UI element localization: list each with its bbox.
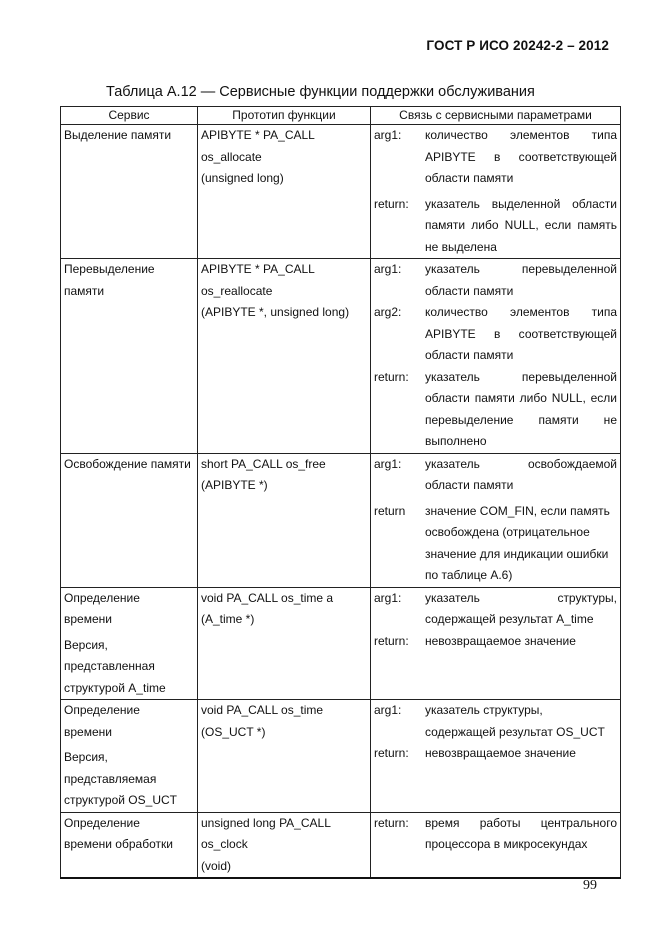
relation-line: содержащей результат OS_UCT (425, 724, 605, 739)
relation-arg: arg1: (374, 703, 402, 717)
relations-cell (371, 125, 621, 259)
relation-entry (374, 588, 617, 631)
relation-line: APIBYTE в соответствующей (425, 326, 617, 341)
service-text: времени (64, 724, 112, 739)
prototype-cell (198, 259, 371, 454)
service-text: Версия, (64, 637, 108, 652)
page-number: 99 (583, 878, 597, 893)
prototype-cell (198, 125, 371, 259)
table-row (61, 812, 621, 878)
prototype-cell (198, 700, 371, 813)
relation-desc (425, 302, 617, 367)
relation-line: перевыделение памяти не (425, 412, 617, 427)
relation-arg: arg1: (374, 128, 402, 142)
service-cell (61, 812, 198, 878)
relation-entry (374, 700, 617, 743)
relation-line: указатель перевыделенной (425, 369, 617, 384)
relation-line: значение для индикации ошибки (425, 546, 609, 561)
relation-line: APIBYTE в соответствующей (425, 149, 617, 164)
relation-line: по таблице А.6) (425, 568, 513, 582)
col-header-service: Сервис (61, 107, 198, 125)
prototype-line: (APIBYTE *) (201, 478, 268, 492)
table-row (61, 700, 621, 813)
relation-entry (374, 743, 617, 765)
service-cell (61, 125, 198, 259)
relation-desc (425, 501, 617, 587)
relations-cell (371, 700, 621, 813)
service-text: Определение (64, 590, 140, 605)
relation-entry (374, 125, 617, 190)
relation-line: невозвращаемое значение (425, 746, 576, 760)
relation-arg: return: (374, 369, 409, 384)
prototype-line: unsigned long PA_CALL (201, 815, 331, 830)
relation-line: области памяти (425, 283, 514, 298)
relation-desc (425, 125, 617, 190)
relation-line: значение COM_FIN, если память (425, 503, 610, 518)
relation-arg: arg2: (374, 305, 402, 319)
prototype-line: APIBYTE * PA_CALL (201, 128, 315, 142)
prototype-line: os_allocate (201, 149, 262, 164)
relation-line: количество элементов типа (425, 128, 617, 142)
relation-desc (425, 367, 617, 453)
service-text: представленная (64, 659, 155, 673)
relation-line: области памяти (425, 478, 514, 492)
service-text: Определение (64, 815, 140, 830)
service-text: памяти (64, 283, 105, 298)
prototype-line: (APIBYTE *, unsigned long) (201, 305, 350, 319)
col-header-relations: Связь с сервисными параметрами (371, 107, 621, 125)
relation-arg: return: (374, 633, 409, 648)
relation-desc (425, 813, 617, 856)
service-functions-table (60, 106, 621, 879)
relation-desc (425, 194, 617, 259)
prototype-line: (OS_UCT *) (201, 724, 266, 739)
table-caption: Таблица А.12 — Сервисные функции поддержки обслуживания (106, 84, 535, 100)
service-text: Освобождение памяти (64, 456, 191, 471)
relation-line: не выделена (425, 239, 497, 254)
relation-entry (374, 194, 617, 259)
standard-header: ГОСТ Р ИСО 20242-2 – 2012 (426, 38, 609, 53)
relation-desc (425, 700, 617, 743)
table-header-row (61, 107, 621, 125)
prototype-line: (unsigned long) (201, 171, 284, 185)
relation-line: количество элементов типа (425, 305, 617, 319)
service-text: времени (64, 612, 112, 626)
relation-line: указатель выделенной области (425, 196, 617, 211)
service-text: Версия, (64, 750, 108, 764)
relation-desc (425, 454, 617, 497)
prototype-line: APIBYTE * PA_CALL (201, 262, 315, 276)
service-text: Перевыделение (64, 262, 155, 276)
relation-entry (374, 501, 617, 587)
relation-desc (425, 743, 617, 765)
relation-line: области памяти либо NULL, если (425, 391, 617, 405)
relation-line: процессора в микросекундах (425, 837, 588, 851)
relation-arg: arg1: (374, 456, 402, 471)
prototype-line: os_reallocate (201, 283, 273, 298)
service-cell (61, 453, 198, 587)
relation-line: указатель освобождаемой (425, 456, 617, 471)
relations-cell (371, 812, 621, 878)
relation-line: содержащей результат A_time (425, 612, 594, 626)
service-cell (61, 259, 198, 454)
relation-line: время работы центрального (425, 815, 617, 830)
relation-entry (374, 454, 617, 497)
relation-arg: arg1: (374, 262, 402, 276)
table-row (61, 587, 621, 700)
prototype-cell (198, 587, 371, 700)
relation-line: области памяти (425, 348, 514, 362)
relation-line: выполнено (425, 434, 487, 448)
relation-entry (374, 813, 617, 856)
col-header-prototype: Прототип функции (198, 107, 371, 125)
service-text: структурой A_time (64, 680, 166, 695)
relation-desc (425, 588, 617, 631)
prototype-line: os_clock (201, 837, 248, 851)
prototype-cell (198, 453, 371, 587)
relation-arg: return (374, 503, 406, 518)
service-text: времени обработки (64, 837, 173, 851)
prototype-line: (A_time *) (201, 612, 255, 626)
prototype-cell (198, 812, 371, 878)
relation-entry (374, 259, 617, 302)
relation-line: области памяти (425, 171, 514, 185)
prototype-line: (void) (201, 858, 232, 873)
service-text: представляемая (64, 771, 157, 786)
relations-cell (371, 259, 621, 454)
service-cell (61, 587, 198, 700)
relation-arg: arg1: (374, 590, 402, 605)
relation-line: указатель перевыделенной (425, 262, 617, 276)
relation-arg: return: (374, 746, 409, 760)
prototype-line: short PA_CALL os_free (201, 456, 326, 471)
relation-line: освобождена (отрицательное (425, 525, 590, 539)
relation-line: указатель структуры, (425, 590, 617, 605)
service-text: структурой OS_UCT (64, 793, 177, 807)
relation-desc (425, 631, 617, 653)
relation-line: невозвращаемое значение (425, 633, 576, 648)
relation-entry (374, 367, 617, 453)
service-cell (61, 700, 198, 813)
relation-desc (425, 259, 617, 302)
relation-line: памяти либо NULL, если память (425, 218, 617, 232)
table-row (61, 259, 621, 454)
table-row (61, 125, 621, 259)
prototype-line: void PA_CALL os_time a (201, 590, 334, 605)
table-row (61, 453, 621, 587)
relation-arg: return: (374, 815, 409, 830)
service-text: Определение (64, 703, 140, 717)
service-text: Выделение памяти (64, 128, 172, 142)
prototype-line: void PA_CALL os_time (201, 703, 324, 717)
relation-line: указатель структуры, (425, 703, 543, 717)
relations-cell (371, 453, 621, 587)
relation-entry (374, 631, 617, 653)
relations-cell (371, 587, 621, 700)
relation-entry (374, 302, 617, 367)
relation-arg: return: (374, 196, 409, 211)
